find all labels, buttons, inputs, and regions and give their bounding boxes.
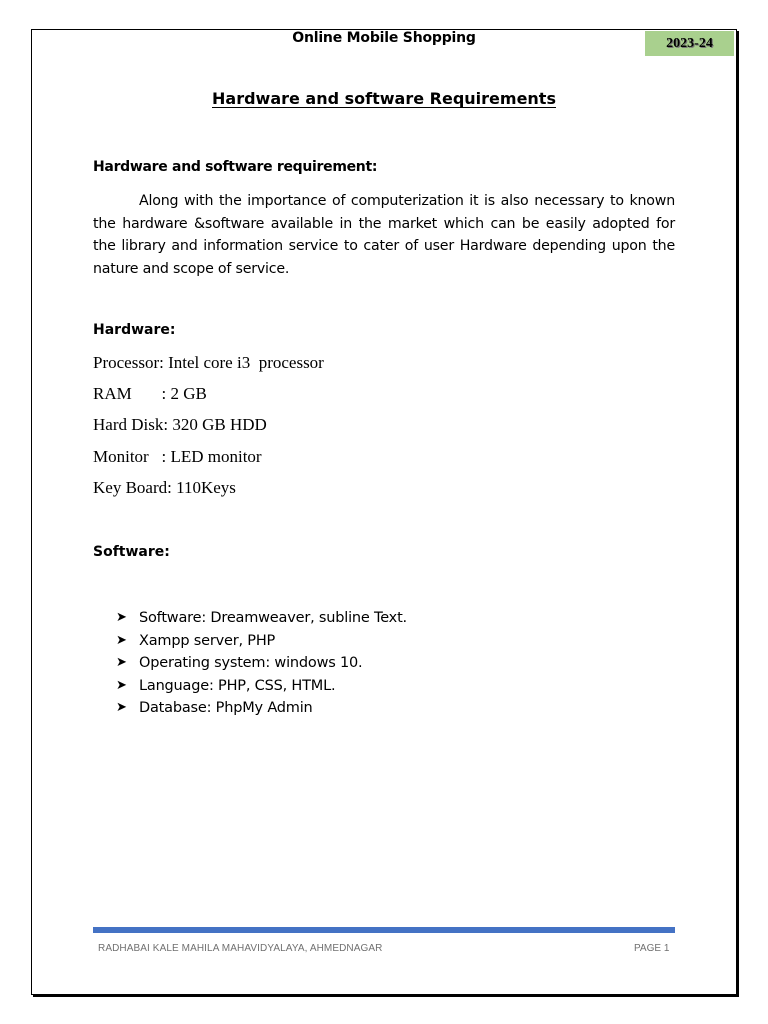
arrowhead-bullet-icon: ➤ [116, 610, 127, 625]
arrowhead-bullet-icon: ➤ [116, 677, 127, 693]
software-heading: Software: [93, 544, 170, 560]
software-list [116, 607, 407, 720]
arrowhead-bullet-icon: ➤ [116, 632, 127, 648]
list-item [116, 697, 407, 720]
page-number: PAGE 1 [634, 943, 670, 954]
section-subheading: Hardware and software requirement: [93, 159, 378, 175]
footer-divider [93, 927, 675, 933]
software-item-text: Language: PHP, CSS, HTML. [139, 677, 336, 694]
hardware-processor: Processor: Intel core i3 processor [93, 353, 324, 372]
list-item [116, 607, 407, 630]
hardware-monitor: Monitor : LED monitor [93, 447, 262, 466]
list-item [116, 675, 407, 698]
arrowhead-bullet-icon: ➤ [116, 700, 127, 715]
footer-institution: RADHABAI KALE MAHILA MAHAVIDYALAYA, AHMEDNAGAR [98, 943, 383, 954]
hardware-ram: RAM : 2 GB [93, 384, 207, 403]
arrowhead-bullet-icon: ➤ [116, 655, 127, 670]
software-item-text: Software: Dreamweaver, subline Text. [139, 610, 407, 626]
page-title-text: Hardware and software Requirements [212, 89, 556, 108]
software-item-text: Xampp server, PHP [139, 632, 276, 649]
hardware-heading: Hardware: [93, 322, 176, 338]
page-title [0, 89, 768, 108]
intro-paragraph: Along with the importance of computerization it is also necessary to known the hardware &software available in the market which can be easily adopted for the library and information service to cater of user Hardware depending upon the nature and scope of service. [93, 193, 675, 277]
hardware-keyboard: Key Board: 110Keys [93, 478, 236, 497]
year-badge: 2023-24 [645, 31, 734, 56]
software-item-text: Operating system: windows 10. [139, 655, 363, 671]
list-item [116, 652, 407, 675]
hardware-hard-disk: Hard Disk: 320 GB HDD [93, 415, 267, 434]
list-item [116, 630, 407, 653]
header-title: Online Mobile Shopping [292, 30, 476, 46]
software-item-text: Database: PhpMy Admin [139, 700, 313, 716]
